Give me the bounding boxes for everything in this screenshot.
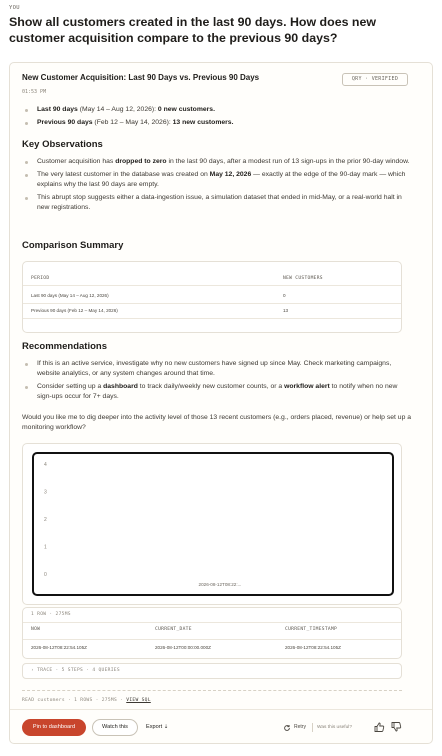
verified-badge: QRY · VERIFIED — [342, 73, 408, 86]
column-header-period: PERIOD — [31, 276, 50, 281]
result-meta: 1 ROW · 275MS — [31, 612, 71, 617]
answer-card — [9, 62, 433, 744]
answer-time: 01:53 PM — [22, 89, 47, 95]
thumbs-down-icon[interactable] — [390, 721, 402, 733]
column-header-now: NOW — [31, 627, 41, 632]
summary-item: Previous 90 days (Feb 12 – May 14, 2026): 13 new customers. — [22, 118, 412, 128]
was-this-useful-label: Was this useful? — [317, 725, 353, 730]
retry-button[interactable] — [283, 719, 306, 736]
view-sql-link[interactable]: VIEW SQL — [126, 698, 151, 703]
table-row — [23, 305, 401, 319]
y-tick-label: 2 — [44, 517, 47, 523]
key-observations-heading: Key Observations — [22, 139, 103, 150]
pin-to-dashboard-button[interactable]: Pin to dashboard — [22, 719, 86, 736]
answer-title: New Customer Acquisition: Last 90 Days vs. Previous 90 Days — [22, 73, 260, 82]
followup-question: Would you like me to dig deeper into the activity level of those 13 recent customers (e.g., orders placed, revenue) or help set up a monitoring workflow? — [22, 414, 412, 431]
result-cell-now: 2026-08-12T08:22:54.105Z — [31, 645, 87, 650]
count-cell: 13 — [283, 308, 289, 313]
comparison-heading: Comparison Summary — [22, 240, 124, 251]
y-tick-label: 0 — [44, 572, 47, 578]
observation-item: The very latest customer in the database was created on May 12, 2026 — exactly at the edge of the 90-day mark — which explains why the last 90 days are empty. — [22, 170, 412, 190]
query-meta: READ customers · 1 ROWS · 275MS · — [22, 698, 124, 703]
footer-meta — [22, 698, 151, 703]
column-header-current-date: CURRENT_DATE — [155, 627, 192, 632]
result-cell-current-timestamp: 2026-08-12T08:22:54.105Z — [285, 645, 341, 650]
period-cell: Last 90 days (May 14 – Aug 12, 2026) — [31, 293, 109, 298]
result-cell-current-date: 2026-08-12T00:00:00.000Z — [155, 645, 211, 650]
watch-this-button[interactable]: Watch this — [92, 719, 138, 736]
column-header-current-timestamp: CURRENT_TIMESTAMP — [285, 627, 338, 632]
export-button[interactable]: Export ⇣ — [146, 724, 169, 730]
recommendation-item: If this is an active service, investigate why no new customers have signed up since May. Check marketing campaigns, website analytics, or any system changes around that time. — [22, 359, 412, 379]
recommendation-item: Consider setting up a dashboard to track daily/weekly new customer counts, or a workflow alert to notify when no new sign-ups occur for 7+ days. — [22, 382, 412, 402]
comparison-table-header — [23, 274, 401, 286]
summary-item: Last 90 days (May 14 – Aug 12, 2026): 0 new customers. — [22, 105, 412, 115]
chart-svg — [34, 454, 392, 594]
chart-frame — [32, 452, 394, 596]
observations-list — [22, 157, 412, 216]
count-cell: 0 — [283, 293, 286, 298]
observation-item: This abrupt stop suggests either a data-ingestion issue, a simulation dataset that ended in mid-May, or a real-world halt in new registrations. — [22, 193, 412, 213]
y-tick-label: 4 — [44, 462, 47, 468]
recommendations-list — [22, 359, 412, 405]
comparison-table — [22, 261, 402, 333]
y-tick-label: 1 — [44, 544, 47, 551]
x-tick-label: 2026-08-12T08:22:... — [198, 582, 242, 587]
period-cell: Previous 90 days (Feb 12 – May 14, 2026) — [31, 308, 118, 313]
trace-toggle[interactable]: › TRACE · 5 STEPS · 4 QUERIES — [22, 663, 402, 679]
table-row — [23, 290, 401, 304]
retry-icon — [283, 724, 291, 732]
chart-panel — [22, 443, 402, 605]
you-label: YOU — [9, 5, 20, 11]
retry-label: Retry — [294, 724, 306, 730]
user-question: Show all customers created in the last 90 days. How does new customer acquisition compare to the previous 90 days? — [9, 15, 377, 45]
result-table — [22, 607, 402, 659]
column-header-new-customers: NEW CUSTOMERS — [283, 276, 323, 281]
observation-item: Customer acquisition has dropped to zero in the last 90 days, after a modest run of 13 sign-ups in the prior 90-day window. — [22, 157, 412, 167]
summary-list — [22, 105, 412, 131]
y-tick-label: 3 — [44, 489, 47, 496]
thumbs-up-icon[interactable] — [373, 721, 385, 733]
recommendations-heading: Recommendations — [22, 341, 107, 352]
